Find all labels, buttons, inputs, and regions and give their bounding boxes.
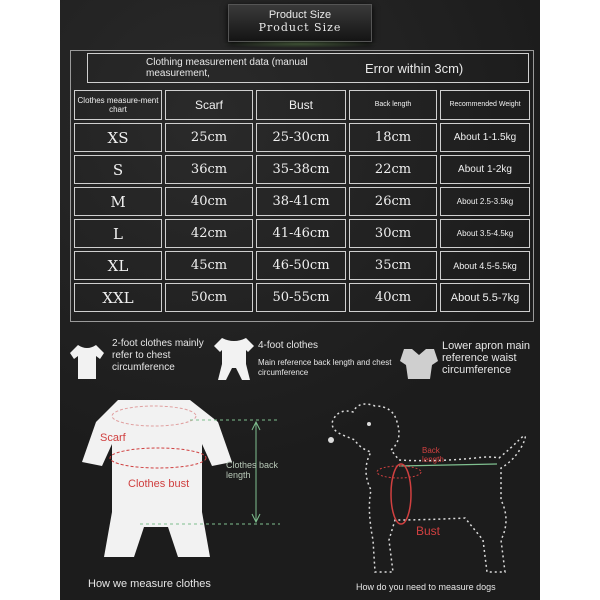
scarf-cell: 40cm [165,187,253,216]
four-foot-note-title: 4-foot clothes [258,340,319,351]
clothes-back-length-label: Clothes back length [226,460,279,480]
scarf-cell: 36cm [165,155,253,184]
table-row [74,155,530,184]
size-cell: XL [74,251,162,280]
back-cell: 30cm [349,219,437,248]
table-row [74,283,530,312]
dog-back-line [399,464,497,466]
size-cell: L [74,219,162,248]
size-cell: XS [74,123,162,152]
size-cell: S [74,155,162,184]
back-cell: 26cm [349,187,437,216]
title-banner [228,4,372,42]
header-chart: Clothes measure-ment chart [74,90,162,120]
bust-cell: 38-41cm [256,187,346,216]
bust-cell: 25-30cm [256,123,346,152]
back-cell: 35cm [349,251,437,280]
measurement-note [87,53,529,83]
table-row [74,187,530,216]
back-cell: 40cm [349,283,437,312]
bust-cell: 35-38cm [256,155,346,184]
header-back-length: Back length [349,90,437,120]
apron-note: Lower apron main reference waist circumference [442,340,531,376]
table-row [74,219,530,248]
dog-bust-line [391,464,411,524]
weight-cell: About 3.5-4.5kg [440,219,530,248]
four-foot-suit-icon [212,336,256,382]
clothes-caption: How we measure clothes [88,578,211,590]
weight-cell: About 4.5-5.5kg [440,251,530,280]
size-cell: M [74,187,162,216]
size-cell: XXL [74,283,162,312]
title-cn: Product Size [258,21,342,34]
dog-eye [367,422,371,426]
dog-caption: How do you need to measure dogs [356,582,496,592]
size-table [71,87,533,315]
apron-icon [398,345,440,381]
measurement-note-left: Clothing measurement data (manual measurement, [146,57,308,79]
bust-cell: 50-55cm [256,283,346,312]
table-row [74,123,530,152]
size-table-frame [70,50,534,322]
clothes-bust-label: Clothes bust [128,478,190,490]
header-weight: Recommended Weight [440,90,530,120]
scarf-cell: 25cm [165,123,253,152]
scarf-cell: 42cm [165,219,253,248]
dog-measure-diagram [315,400,540,580]
scarf-cell: 50cm [165,283,253,312]
bust-cell: 41-46cm [256,219,346,248]
dog-outline [332,404,525,572]
bust-cell: 46-50cm [256,251,346,280]
title-glow [220,40,380,48]
table-row [74,251,530,280]
scarf-cell: 45cm [165,251,253,280]
measurement-note-right: Error within 3cm) [365,61,464,76]
size-chart-board [60,0,540,600]
dog-back-length-label: Back length [422,446,444,464]
dog-nose [328,437,334,443]
two-foot-note: 2-foot clothes mainly refer to chest circumference [112,338,204,373]
header-scarf: Scarf [165,90,253,120]
table-header-row [74,90,530,120]
dog-bust-label: Bust [416,524,441,538]
weight-cell: About 5.5-7kg [440,283,530,312]
two-foot-shirt-icon [66,343,108,381]
four-foot-note-body: Main reference back length and chest circumference [258,358,392,377]
scarf-label: Scarf [100,432,126,444]
back-cell: 18cm [349,123,437,152]
weight-cell: About 2.5-3.5kg [440,187,530,216]
header-bust: Bust [256,90,346,120]
back-cell: 22cm [349,155,437,184]
weight-cell: About 1-1.5kg [440,123,530,152]
title-en: Product Size [268,9,332,21]
dog-neck-line [377,466,421,478]
weight-cell: About 1-2kg [440,155,530,184]
